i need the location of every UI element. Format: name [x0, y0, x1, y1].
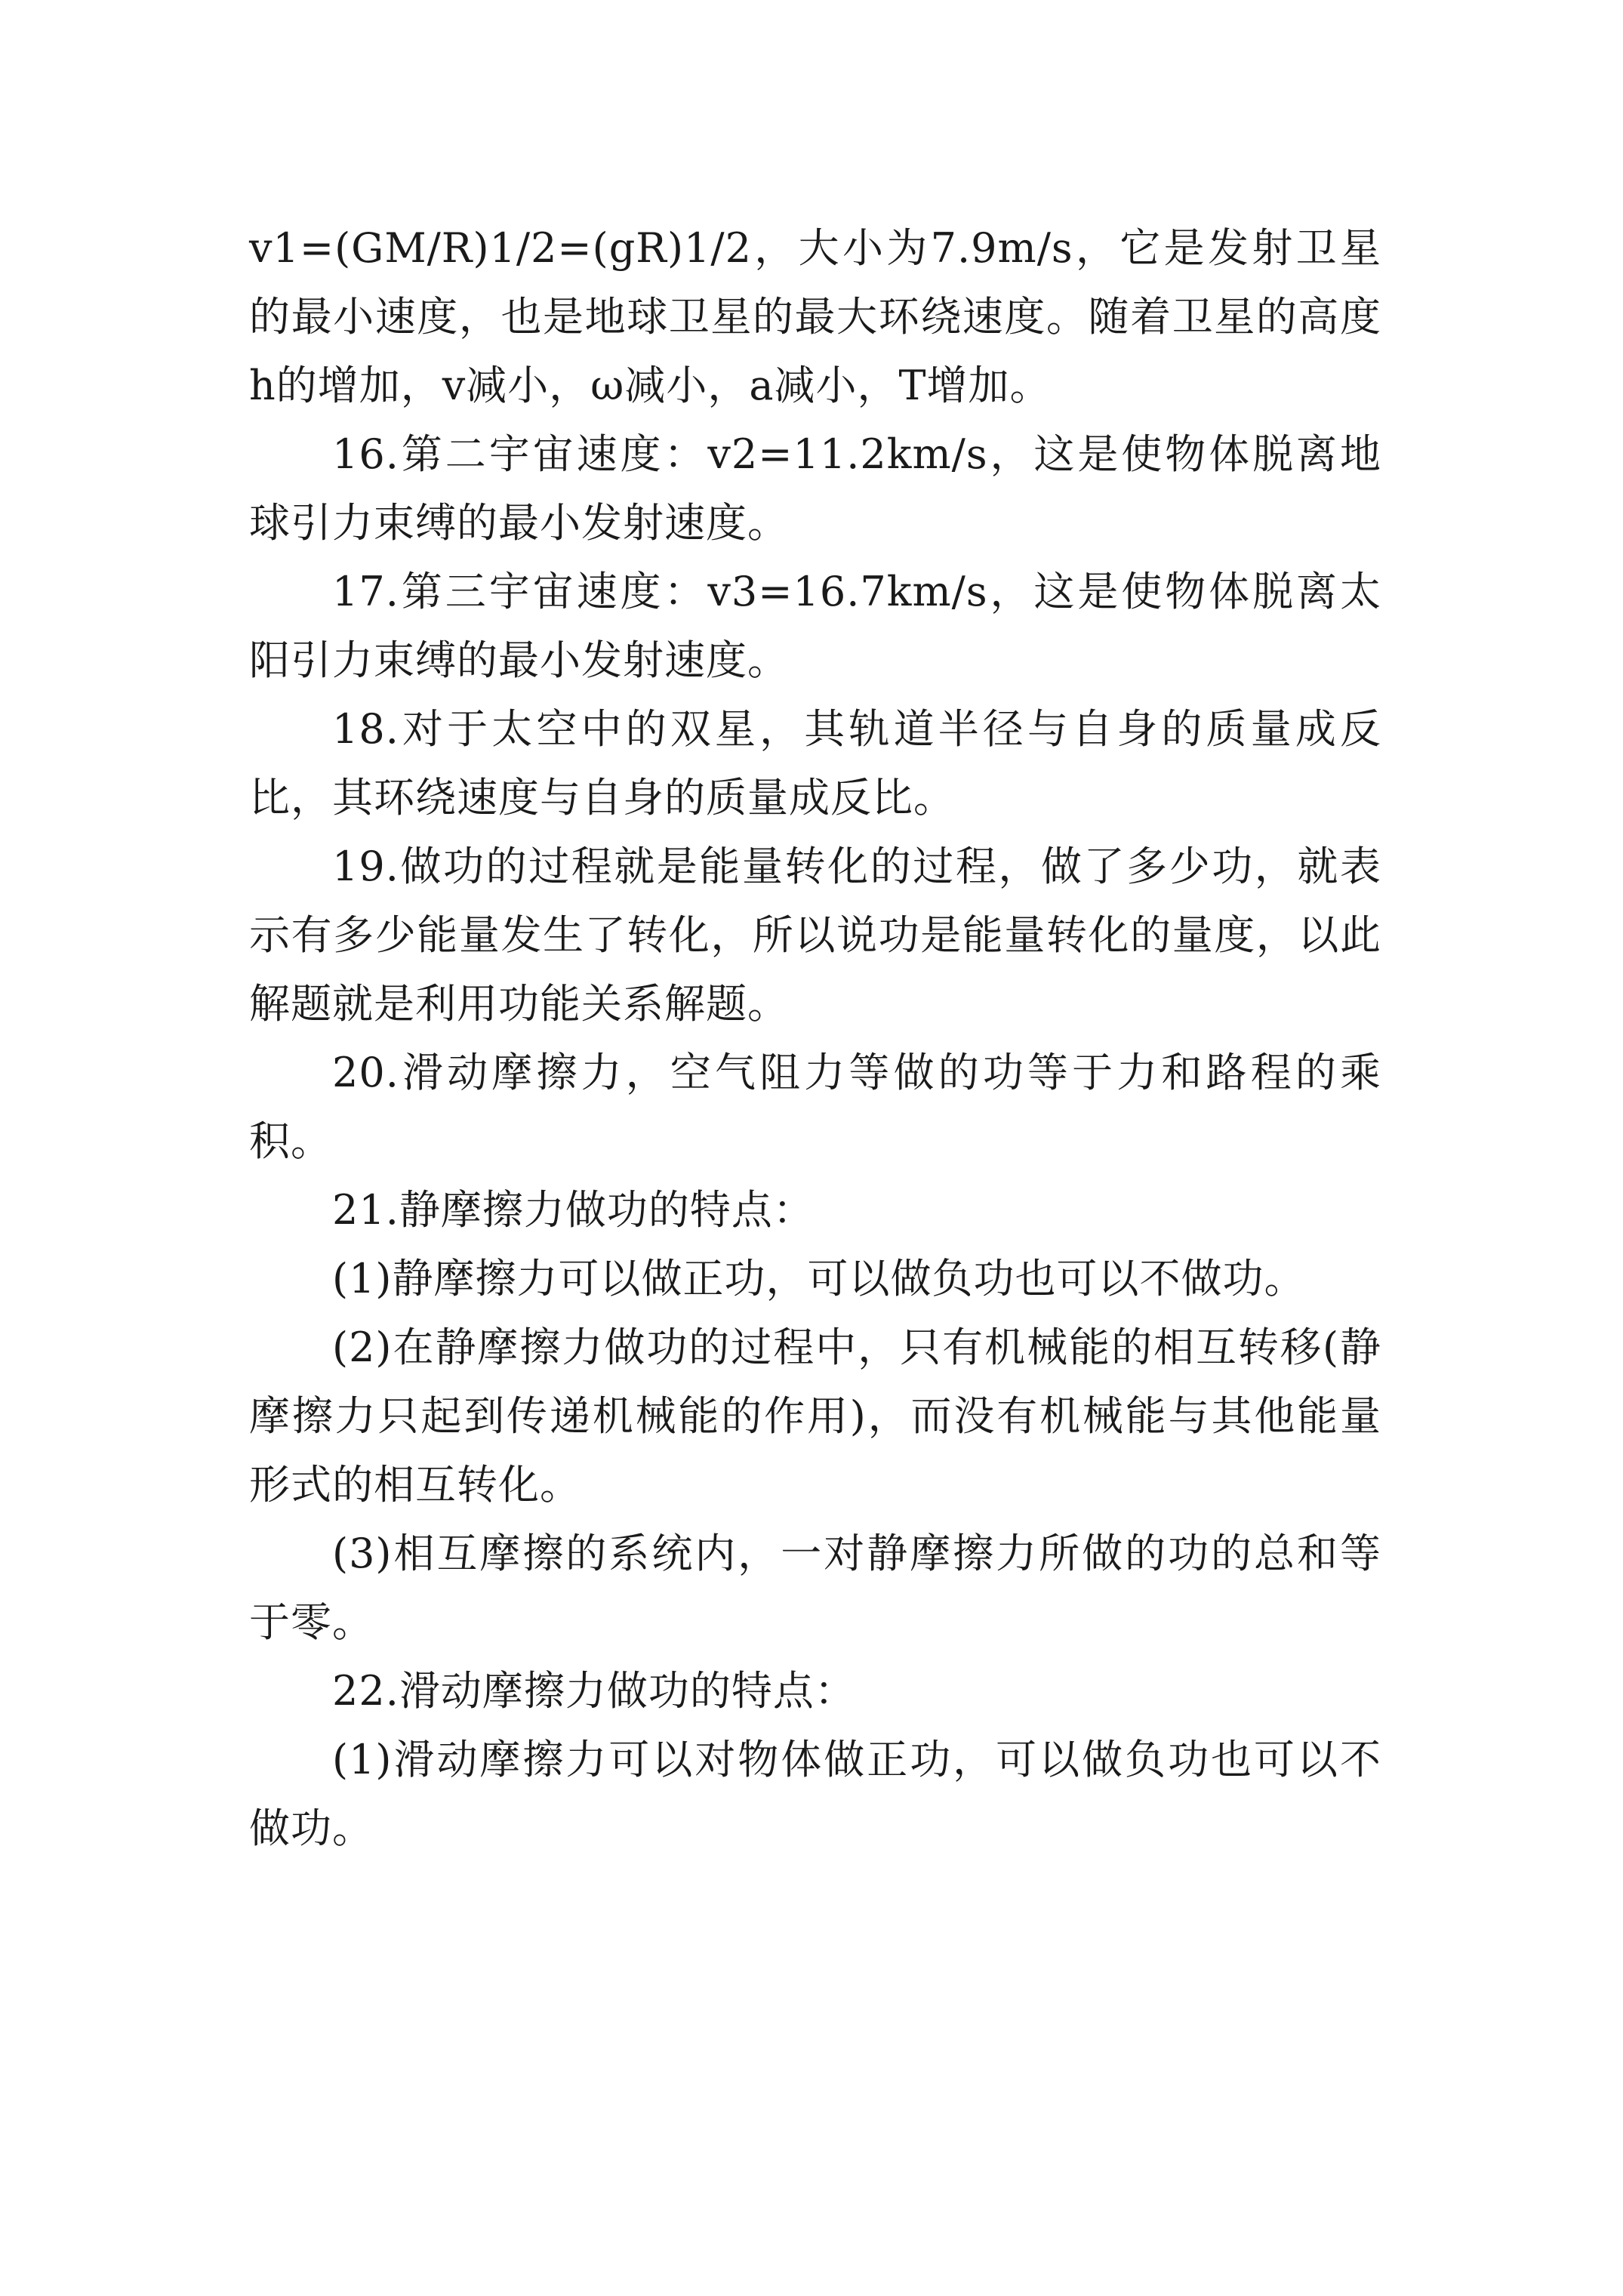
paragraph-17: 17.第三宇宙速度：v3=16.7km/s，这是使物体脱离太阳引力束缚的最小发射速度。 [249, 568, 1381, 684]
paragraph-22-item-1: (1)滑动摩擦力可以对物体做正功，可以做负功也可以不做功。 [249, 1736, 1381, 1852]
paragraph-20: 20.滑动摩擦力，空气阻力等做的功等于力和路程的乘积。 [249, 1049, 1381, 1165]
paragraph-21-item-1: (1)静摩擦力可以做正功，可以做负功也可以不做功。 [332, 1255, 1306, 1302]
paragraph-escape-velocity-continued: v1=(GM/R)1/2=(gR)1/2，大小为7.9m/s，它是发射卫星的最小速度，也是地球卫星的最大环绕速度。随着卫星的高度h的增加，v减小，ω减小，a减小，T增加。 [249, 224, 1381, 409]
document-body [249, 214, 1381, 1863]
paragraph-19: 19.做功的过程就是能量转化的过程，做了多少功，就表示有多少能量发生了转化，所以说功是能量转化的量度，以此解题就是利用功能关系解题。 [249, 843, 1381, 1028]
paragraph-16: 16.第二宇宙速度：v2=11.2km/s，这是使物体脱离地球引力束缚的最小发射速度。 [249, 430, 1381, 547]
paragraph-22: 22.滑动摩擦力做功的特点： [332, 1667, 856, 1715]
paragraph-21: 21.静摩擦力做功的特点： [332, 1186, 815, 1234]
paragraph-18: 18.对于太空中的双星，其轨道半径与自身的质量成反比，其环绕速度与自身的质量成反比。 [249, 705, 1381, 821]
paragraph-21-item-3: (3)相互摩擦的系统内，一对静摩擦力所做的功的总和等于零。 [249, 1530, 1381, 1646]
paragraph-21-item-2: (2)在静摩擦力做功的过程中，只有机械能的相互转移(静摩擦力只起到传递机械能的作用)，而没有机械能与其他能量形式的相互转化。 [249, 1324, 1381, 1509]
